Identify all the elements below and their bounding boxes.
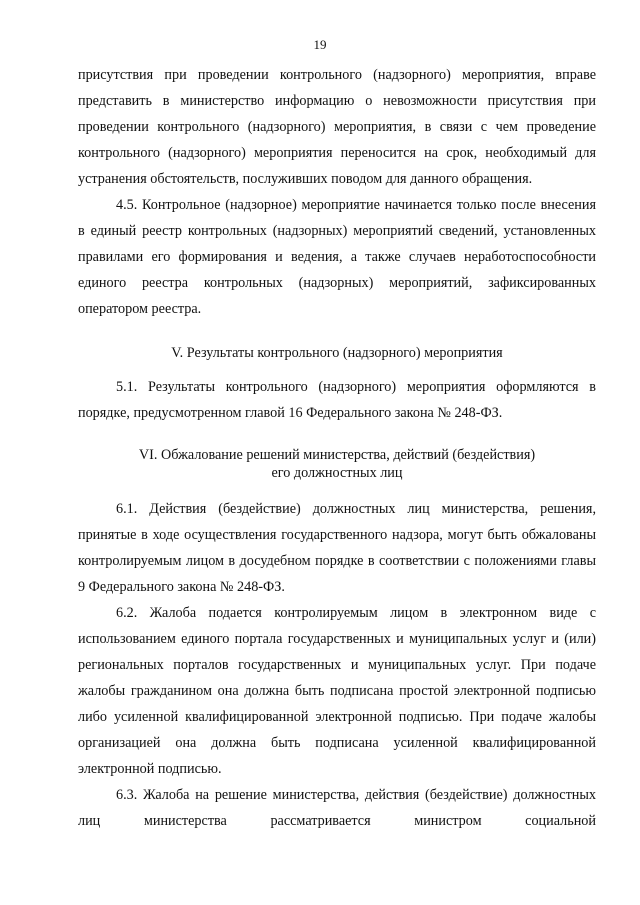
paragraph-4-5: 4.5. Контрольное (надзорное) мероприятие начинается только после внесения в единый реестр контрольных (надзорных) мероприятий сведений, установленных правилами его формирования и ведения, а также случаев неработоспособности единого реестра контрольных (надзорных) мероприятий, зафиксированных оператором реестра. <box>78 197 596 317</box>
spacer <box>78 482 596 496</box>
section-6-heading <box>78 446 596 482</box>
paragraph-5-1: 5.1. Результаты контрольного (надзорного) мероприятия оформляются в порядке, предусмотренном главой 16 Федерального закона № 248-ФЗ. <box>78 379 596 421</box>
section-6-heading-line2: его должностных лиц <box>271 465 403 481</box>
section-6-heading-line1: VI. Обжалование решений министерства, действий (бездействия) <box>138 447 536 463</box>
page-number: 19 <box>313 37 327 52</box>
paragraph-6-3: 6.3. Жалоба на решение министерства, действия (бездействие) должностных лиц министерства рассматривается министром социальной <box>78 787 596 829</box>
paragraph-continuation: присутствия при проведении контрольного (надзорного) мероприятия, вправе представить в министерство информацию о невозможности присутствия при проведении контрольного (надзорного) мероприятия, в связи с чем проведение контрольного (надзорного) мероприятия переносится на срок, необходимый для устранения обстоятельств, послуживших поводом для данного обращения. <box>78 67 596 187</box>
spacer <box>78 322 596 344</box>
paragraph-6-1: 6.1. Действия (бездействие) должностных лиц министерства, решения, принятые в ходе осуществления государственного надзора, могут быть обжалованы контролируемым лицом в досудебном порядке в соответствии с положениями главы 9 Федерального закона № 248-ФЗ. <box>78 501 596 595</box>
spacer <box>78 426 596 446</box>
spacer <box>78 362 596 374</box>
document-body <box>78 62 596 834</box>
section-5-heading: V. Результаты контрольного (надзорного) мероприятия <box>171 345 503 361</box>
paragraph-6-2: 6.2. Жалоба подается контролируемым лицом в электронном виде с использованием единого портала государственных и муниципальных услуг и (или) региональных порталов государственных и муниципальных услуг. При подаче жалобы гражданином она должна быть подписана простой электронной подписью либо усиленной квалифицированной электронной подписью. При подаче жалобы организацией она должна быть подписана усиленной квалифицированной электронной подписью. <box>78 605 596 777</box>
